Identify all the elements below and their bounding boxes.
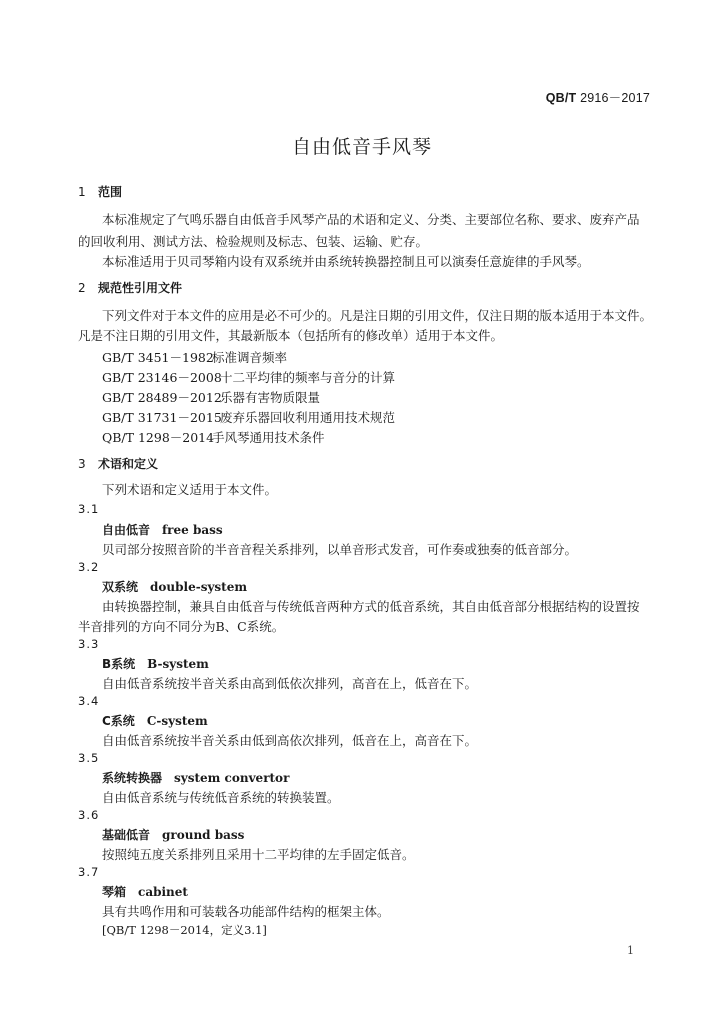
term-definition: 自由低音系统与传统低音系统的转换装置。 xyxy=(102,790,340,805)
reference-item: QB/T 1298－2014手风琴通用技术条件 xyxy=(102,430,325,445)
section-heading-1: 1 范围 xyxy=(78,185,123,199)
term-definition: 贝司部分按照音阶的半音音程关系排列，以单音形式发音，可作奏或独奏的低音部分。 xyxy=(102,542,578,557)
clause-number: 3.2 xyxy=(78,560,100,574)
term-definition: 自由低音系统按半音关系由低到高依次排列，低音在上，高音在下。 xyxy=(102,733,478,748)
clause-number: 3.4 xyxy=(78,694,100,708)
term-definition: 由转换器控制，兼具自由低音与传统低音两种方式的低音系统，其自由低音部分根据结构的设置按 xyxy=(102,599,640,614)
paragraph-line: 本标准规定了气鸣乐器自由低音手风琴产品的术语和定义、分类、主要部位名称、要求、废弃产品 xyxy=(102,212,640,227)
term-heading: B系统 B-system xyxy=(102,657,209,671)
term-heading: 自由低音 free bass xyxy=(102,523,223,537)
term-heading: 双系统 double-system xyxy=(102,580,248,594)
term-heading: 基础低音 ground bass xyxy=(102,828,245,842)
paragraph-line: 下列术语和定义适用于本文件。 xyxy=(102,482,278,497)
page-number: 1 xyxy=(627,944,634,957)
reference-item: GB/T 23146－2008十二平均律的频率与音分的计算 xyxy=(102,370,396,385)
term-heading: 系统转换器 system convertor xyxy=(102,771,290,785)
standard-number: QB/T 2916－2017 xyxy=(545,91,650,105)
term-heading: 琴箱 cabinet xyxy=(102,885,188,899)
clause-number: 3.3 xyxy=(78,637,100,651)
paragraph-line: 本标准适用于贝司琴箱内设有双系统并由系统转换器控制且可以演奏任意旋律的手风琴。 xyxy=(102,254,590,269)
clause-number: 3.5 xyxy=(78,751,100,765)
paragraph-line: 凡是不注日期的引用文件，其最新版本（包括所有的修改单）适用于本文件。 xyxy=(78,328,504,343)
section-heading-2: 2 规范性引用文件 xyxy=(78,281,183,295)
document-title: 自由低音手风琴 xyxy=(291,136,432,158)
reference-item: GB/T 3451－1982标准调音频率 xyxy=(102,350,288,365)
paragraph-line: 下列文件对于本文件的应用是必不可少的。凡是注日期的引用文件，仅注日期的版本适用于本文件。 xyxy=(102,308,653,323)
reference-item: GB/T 28489－2012乐器有害物质限量 xyxy=(102,390,321,405)
term-definition: 具有共鸣作用和可装载各功能部件结构的框架主体。 xyxy=(102,904,390,919)
term-definition: 自由低音系统按半音关系由高到低依次排列，高音在上，低音在下。 xyxy=(102,676,478,691)
section-heading-3: 3 术语和定义 xyxy=(78,457,159,471)
paragraph-line: 的回收利用、测试方法、检验规则及标志、包装、运输、贮存。 xyxy=(78,234,429,249)
term-heading: C系统 C-system xyxy=(102,714,208,728)
term-definition: 半音排列的方向不同分为B、C系统。 xyxy=(78,619,285,634)
clause-number: 3.7 xyxy=(78,865,100,879)
reference-item: GB/T 31731－2015废弃乐器回收利用通用技术规范 xyxy=(102,410,396,425)
term-definition: 按照纯五度关系排列且采用十二平均律的左手固定低音。 xyxy=(102,847,415,862)
clause-number: 3.1 xyxy=(78,502,100,516)
term-source-note: [QB/T 1298－2014，定义3.1] xyxy=(102,923,267,937)
clause-number: 3.6 xyxy=(78,808,100,822)
